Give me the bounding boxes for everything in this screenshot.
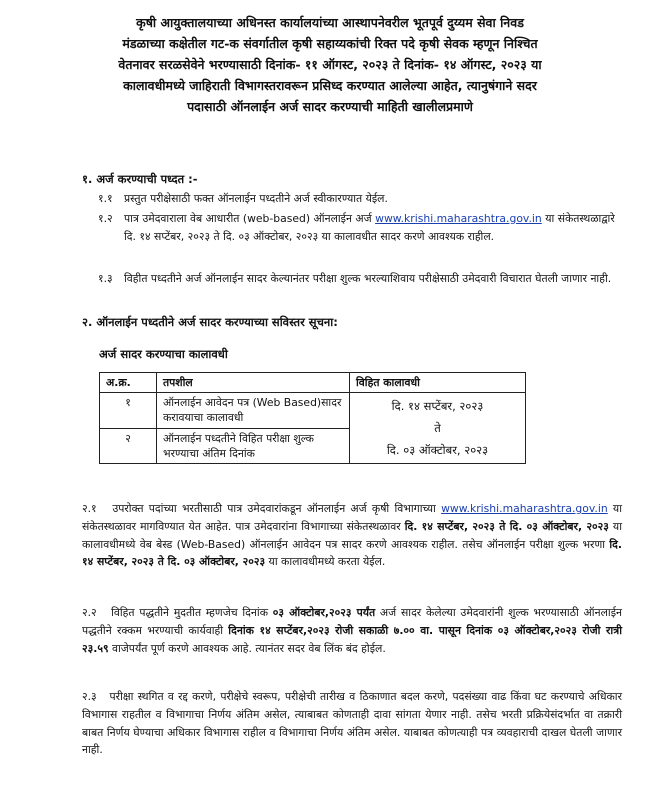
table-header-row — [100, 373, 526, 393]
item-1-2-text-a: पात्र उमेदवाराला वेब आधारीत (web-based) ऑनलाईन अर्ज — [124, 212, 376, 225]
title-line-4: कालावधीमध्ये जाहिराती विभागस्तरावरून प्रसिध्द करण्यात आलेल्या आहेत, त्यानुषंगाने सदर — [123, 78, 537, 93]
row-2-serial: २ — [100, 428, 157, 464]
item-1-1-number: १.१ — [98, 192, 113, 205]
p21-text-4: या कालावधीमध्ये करता येईल. — [265, 555, 386, 569]
header-period: विहित कालावधी — [350, 373, 526, 393]
item-1-3-text: विहीत पध्दतीने अर्ज ऑनलाईन सादर केल्यानंतर परीक्षा शुल्क भरल्याशिवाय परीक्षेसाठी उमेदवारी विचारात घेतली जाणार नाही. — [124, 272, 612, 285]
title-line-2: मंडळाच्या कक्षेतील गट-क संवर्गातील कृषी सहाय्यकांची रिक्त पदे कृषी सेवक म्हणून निश्चित — [122, 36, 538, 51]
p21-text-2: या संकेतस्थळावर मागविण्यात येत आहेत. पात्र उमेदवारांना विभागाच्या संकेतस्थळावर — [82, 502, 622, 533]
period-to-word: ते — [434, 421, 441, 435]
header-serial: अ.क्र. — [100, 373, 157, 393]
p21-text-3: या कालावधीमध्ये वेब बेस्ड (Web-Based) ऑनलाईन आवेदन पत्र सादर करणे आवश्यक राहील. तसेच ऑनलाईन परीक्षा शुल्क भरणा — [82, 519, 622, 551]
row-1-serial: १ — [100, 393, 157, 429]
paragraph-2-3-number: २.३ — [82, 690, 97, 703]
table-row — [100, 393, 526, 429]
title-line-3: वेतनावर सरळसेवेने भरण्यासाठी दिनांक- ११ ऑगस्ट, २०२३ ते दिनांक- १४ ऑगस्ट, २०२३ या — [118, 57, 542, 72]
item-1-1 — [98, 190, 618, 208]
p22-bold-payment-window: दिनांक १४ सप्टेंबर,२०२३ रोजी सकाळी ७.०० वा. पासून दिनांक ०३ ऑक्टोबर,२०२३ रोजी रात्री २३.५९ — [82, 623, 622, 655]
title-line-1: कृषी आयुक्तालयाच्या अधिनस्त कार्यालयांच्या आस्थापनेवरील भूतपूर्व दुय्यम सेवा निवड — [136, 15, 524, 30]
website-link[interactable]: www.krishi.maharashtra.gov.in — [375, 212, 542, 225]
paragraph-2-3 — [82, 688, 622, 759]
item-1-2 — [98, 210, 618, 246]
item-1-2-text — [98, 210, 618, 246]
row-2-detail: ऑनलाईन पध्दतीने विहित परीक्षा शुल्क भरण्याचा अंतिम दिनांक — [157, 428, 350, 464]
p22-text-3: वाजेपर्यंत पूर्ण करणे आवश्यक आहे. त्यानंतर सदर वेब लिंक बंद होईल. — [108, 641, 386, 655]
row-1-detail: ऑनलाईन आवेदन पत्र (Web Based)सादर करावयाचा कालावधी — [157, 393, 350, 429]
title-line-5: पदासाठी ऑनलाईन अर्ज सादर करण्याची माहिती खालीलप्रमाणे — [187, 99, 473, 114]
p23-text: परीक्षा स्थगित व रद्द करणे, परीक्षेचे स्वरूप, परीक्षेची तारीख व ठिकाणात बदल करणे, पदसंख्या वाढ किंवा घट करण्याचे अधिकार विभागास राहतील व विभागाचा निर्णय अंतिम असेल, त्याबाबत कोणताही दावा सांगता येणार नाही. तसेच भरती प्रक्रियेसंदर्भात वा तक्रारी बाबत निर्णय घेण्याचा अधिकार विभागास राहील व विभागाचा निर्णय अंतिम असेल. याबाबत कोणत्याही पत्र व्यवहाराची दाखल घेतली जाणार नाही. — [82, 690, 622, 757]
p22-text-2: अर्ज सादर केलेल्या उमेदवारांनी शुल्क भरण्यासाठी ऑनलाईन पद्धतीने रक्कम भरण्याची कार्यवाही — [82, 606, 623, 637]
paragraph-2-1-number: २.१ — [82, 502, 97, 515]
item-1-1-text: प्रस्तुत परीक्षेसाठी फक्त ऑनलाईन पध्दतीने अर्ज स्वीकारण्यात येईल. — [124, 192, 388, 205]
section1-heading: १. अर्ज करण्याची पध्दत :- — [82, 172, 198, 186]
schedule-table — [99, 372, 526, 464]
schedule-subheading: अर्ज सादर करण्याचा कालावधी — [99, 347, 228, 361]
header-detail: तपशील — [157, 373, 350, 393]
item-1-2-number: १.२ — [98, 212, 113, 225]
period-from: दि. १४ सप्टेंबर, २०२३ — [391, 399, 484, 413]
item-1-3-number: १.३ — [98, 272, 113, 285]
period-to: दि. ०३ ऑक्टोबर, २०२३ — [386, 443, 489, 457]
paragraph-2-2-number: २.२ — [82, 606, 97, 619]
p21-text-1: उपरोक्त पदांच्या भरतीसाठी पात्र उमेदवारांकडून ऑनलाईन अर्ज कृषी विभागाच्या — [112, 502, 442, 515]
item-1-2-text-b: या संकेतस्थळाद्वारे दि. १४ सप्टेंबर, २०२३ ते दि. ०३ ऑक्टोबर, २०२३ या कालावधीत सादर करणे आवश्यक राहील. — [124, 212, 615, 243]
document-title — [70, 12, 590, 117]
section2-heading: २. ऑनलाईन पध्दतीने अर्ज सादर करण्याच्या सविस्तर सूचना: — [82, 315, 338, 329]
period-cell — [350, 393, 526, 464]
item-1-3 — [98, 270, 618, 288]
paragraph-2-2 — [82, 604, 622, 657]
p21-bold-dates-2: दि. १४ सप्टेंबर, २०२३ ते दि. ०३ ऑक्टोबर, २०२३ — [82, 537, 622, 569]
website-link[interactable]: www.krishi.maharashtra.gov.in — [441, 502, 608, 515]
p22-bold-deadline: ०३ ऑक्टोबर,२०२३ पर्यंत — [272, 606, 376, 619]
p21-bold-dates-1: दि. १४ सप्टेंबर, २०२३ ते दि. ०३ ऑक्टोबर, २०२३ — [404, 519, 609, 533]
p22-text-1: विहित पद्धतीने मुदतीत म्हणजेच दिनांक — [111, 606, 273, 619]
paragraph-2-1 — [82, 500, 622, 571]
